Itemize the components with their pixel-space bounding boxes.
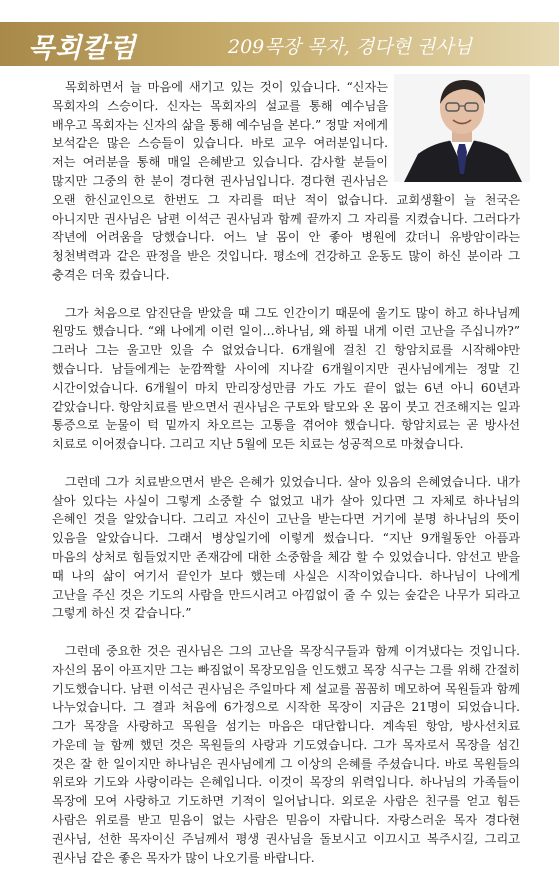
portrait-photo xyxy=(394,74,530,182)
column-subtitle: 209목장 목자, 경다현 권사님 xyxy=(228,36,472,58)
column-header-banner xyxy=(0,22,559,66)
paragraph-2: 그가 처음으로 암진단을 받았을 때 그도 인간이기 때문에 울기도 많이 하고 하나님께 원망도 했습니다. “왜 나에게 이런 일이…하나님, 왜 하필 내게 이런 고난을 주십니까?” 그러나 그는 울고만 있을 수 없었습니다. 6개월에 걸친 긴 항암치료를 시작해야만 했습니다. 남들에게는 눈깜짝할 사이에 지나갈 6개월이지만 권사님에게는 정말 긴 시간이었습니다. 6개월이 마치 만리장성만큼 가도 가도 끝이 없는 6년 아니 60년과 같았습니다. 항암치료를 받으면서 권사님은 구토와 탈모와 온 몸이 붓고 건조해지는 일과 통증으로 눈물이 턱 밑까지 차오르는 고통을 겪어야 했습니다. 항암치료는 곧 방사선 치료로 이어졌습니다. 그리고 지난 5월에 모든 치료는 성공적으로 마쳤습니다. xyxy=(52,305,520,452)
paragraph-1: 목회하면서 늘 마음에 새기고 있는 것이 있습니다. “신자는 목회자의 스승이다. 신자는 목회자의 설교를 통해 예수님을 배우고 목회자는 신자의 삶을 통해 예수님을 본다.” 정말 저에게 보석같은 많은 스승들이 있습니다. 바로 교우 여러분입니다. 저는 여러분을 통해 매일 은혜받고 있습니다. 감사할 분들이 많지만 그중의 한 분이 경다현 권사님입니다. 경다현 권사님은 오랜 한신교인으로 한번도 그 자리를 떠난 적이 없습니다. 교회생활이 늘 천국은 아니지만 권사님은 남편 이석근 권사님과 함께 끝까지 그 자리를 지켰습니다. 그러다가 작년에 어려움을 당했습니다. 어느 날 몸이 안 좋아 병원에 갔더니 유방암이라는 청천벽력과 같은 판정을 받은 것입니다. 평소에 건강하고 운동도 많이 하신 분이라 그 충격은 더욱 컸습니다. xyxy=(52,80,520,282)
column-title: 목회칼럼 xyxy=(28,33,137,64)
paragraph-3: 그런데 그가 치료받으면서 받은 은혜가 있었습니다. 살아 있음의 은혜였습니다. 내가 살아 있다는 사실이 그렇게 소중할 수 없었고 내가 살아 있다면 그 자체로 하나님의 은혜인 것을 알았습니다. 그리고 자신이 고난을 받는다면 거기에 분명 하나님의 뜻이 있음을 알았습니다. 그래서 병상일기에 이렇게 썼습니다. “지난 9개월동안 아픔과 마음의 상처로 힘들었지만 존재감에 대한 소중함을 체감 할 수 있었습니다. 암선고 받을 때 나의 삶이 여기서 끝인가 보다 했는데 사실은 시작이었습니다. 하나님이 나에게 고난을 주신 것은 기도의 사람을 만드시려고 아낌없이 줄 수 있는 숲같은 나무가 되라고 그렇게 하신 것 같습니다.” xyxy=(52,474,520,621)
article-body xyxy=(52,78,520,886)
paragraph-4: 그런데 중요한 것은 권사님은 그의 고난을 목장식구들과 함께 이겨냈다는 것입니다. 자신의 몸이 아프지만 그는 빠짐없이 목장모임을 인도했고 목장 식구는 그를 위해 간절히 기도했습니다. 남편 이석근 권사님은 주일마다 제 설교를 꼼꼼히 메모하여 목원들과 함께 나누었습니다. 그 결과 처음에 6가정으로 시작한 목장이 지금은 21명이 되었습니다. 그가 목장을 사랑하고 목원을 섬기는 마음은 대단합니다. 계속된 항암, 방사선치료 가운데 늘 함께 했던 것은 목원들의 사랑과 기도였습니다. 그가 목자로서 목장을 섬긴 것은 잘 한 일이지만 하나님은 권사님에게 그 이상의 은혜를 주셨습니다. 바로 목원들의 위로와 기도와 사랑이라는 은혜입니다. 이것이 목장의 위력입니다. 하나님의 가족들이 목장에 모여 사랑하고 기도하면 기적이 일어납니다. 외로운 사람은 친구를 얻고 힘든 사람은 위로를 받고 믿음이 없는 사람은 믿음이 자랍니다. 자랑스러운 목자 경다현 권사님, 선한 목자이신 주님께서 평생 권사님을 돌보시고 이끄시고 복주시길, 그리고 권사님 같은 좋은 목자가 많이 나오기를 바랍니다. xyxy=(52,643,520,865)
